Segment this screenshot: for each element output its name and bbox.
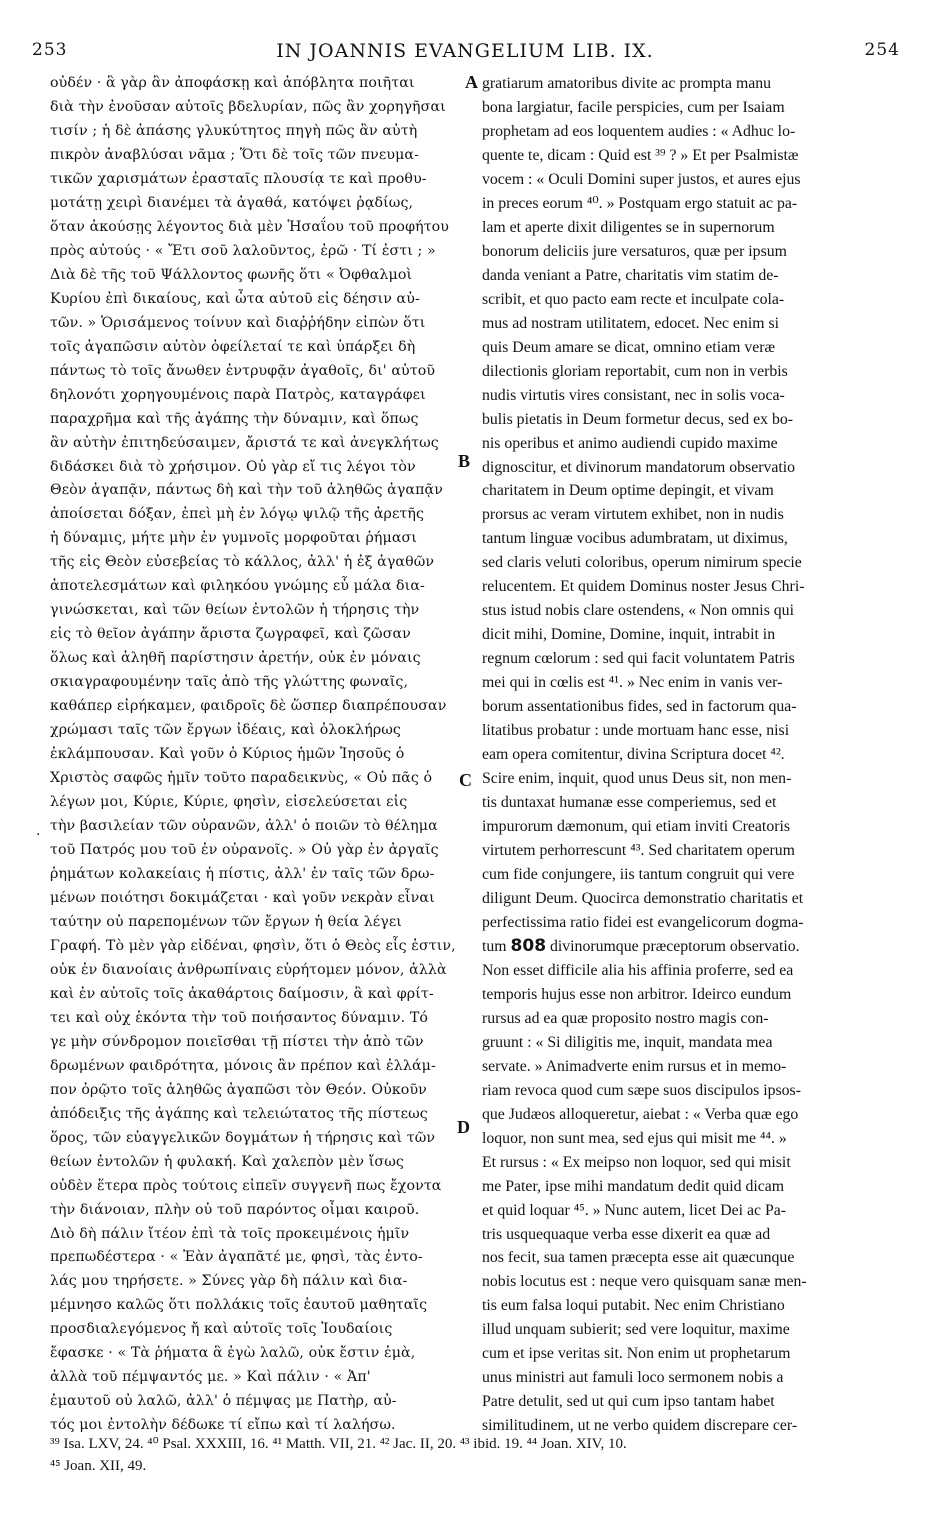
latin-line: diligunt Deum. Quocirca demonstratio charitatis et (482, 889, 804, 907)
greek-line: ἀποίσεται δόξαν, ἐπεὶ μὴ ἐν λόγῳ ψιλῷ τῆς ἀρετῆς (50, 506, 425, 523)
greek-line: ἂν αὐτὴν ἐπιτηδεύσαιμεν, ἄριστά τε καὶ ἀνεγκλήτως (50, 434, 439, 451)
latin-line: temporis hujus esse non arbitror. Ideirco eundum (482, 985, 792, 1003)
latin-line: quente te, dicam : Quid est ³⁹ ? » Et per Psalmistæ (482, 146, 799, 164)
section-marker-a: A (465, 72, 478, 92)
greek-line: οὐδέν · ἃ γὰρ ἂν ἀποφάσκῃ καὶ ἀπόβλητα ποιῆται (50, 75, 415, 91)
latin-line: in preces eorum ⁴⁰. » Postquam ergo statuit ac pa- (482, 194, 798, 212)
section-marker-c: C (459, 770, 472, 790)
greek-line: διὰ τὴν ἐνοῦσαν αὐτοῖς βδελυρίαν, πῶς ἂν χορηγῆσαι (50, 98, 446, 115)
greek-line: λέγων μοι, Κύριε, Κύριε, φησὶν, εἰσελεύσεται εἰς (50, 794, 408, 811)
latin-column (482, 72, 902, 1438)
latin-line: mus ad nostram utilitatem, edocet. Nec enim si (482, 314, 779, 332)
greek-line: ἡ δύναμις, μήτε μὴν ἐν γυμνοῖς μορφοῦται ῥήμασι (50, 530, 417, 547)
greek-line: τοῦ Πατρός μου τοῦ ἐν οὐρανοῖς. » Οὐ γὰρ ἐν ἀργαῖς (50, 842, 439, 858)
latin-line: tis duntaxat humanæ esse comperiemus, sed et (482, 794, 777, 812)
latin-line: dignoscitur, et divinorum mandatorum observatio (482, 458, 796, 476)
latin-line: danda veniant a Patre, charitatis vim statim de- (482, 266, 779, 284)
latin-line: tis eum falsa loqui putabit. Nec enim Christiano (482, 1297, 785, 1315)
greek-line: οὐκ ἐν διανοίαις ἀνθρωπίναις εὑρήτομεν μόνον, ἀλλὰ (50, 961, 447, 978)
section-marker-b: B (458, 451, 471, 471)
greek-line: πικρὸν ἀναβλύσαι νᾶμα ; Ὅτι δὲ τοῖς τῶν πνευμα- (50, 146, 419, 163)
latin-line: nobis locutus est : neque vero quisquam sanæ men- (482, 1273, 807, 1291)
greek-line: γε μὴν σύνδρομον ποιεῖσθαι τῇ πίστει τὴν ἀπὸ τῶν (50, 1033, 424, 1050)
latin-line: bulis pietatis in Deum formetur decus, sed ex bo- (482, 410, 794, 428)
latin-line: loquor, non sunt mea, sed ejus qui misit me ⁴⁴. » (482, 1129, 787, 1147)
latin-line: cum et ipse veritas sit. Non enim ut prophetarum (482, 1345, 791, 1363)
greek-line: δρωμένων φαιδρότητα, μόνοις ἂν πρέπον καὶ ἐλλάμ- (50, 1057, 436, 1074)
greek-line: Κυρίου ἐπὶ δικαίους, καὶ ὦτα αὐτοῦ εἰς δέησιν αὐ- (50, 290, 420, 307)
greek-line: τῆς εἰς Θεὸν εὐσεβείας τὸ κάλλος, ἀλλ' ἡ ἐξ ἀγαθῶν (50, 554, 435, 571)
greek-line: διδάσκει διὰ τὸ χρήσιμον. Οὐ γὰρ εἴ τις λέγοι τὸν (50, 458, 416, 475)
greek-line: τισίν ; ἡ δὲ ἁπάσης γλυκύτητος πηγὴ πῶς ἂν αὐτὴ (50, 122, 418, 139)
latin-line: prorsus ac veram virtutem exhibet, non in nudis (482, 506, 784, 524)
latin-line: prophetam ad eos loquentem audies : « Adhuc lo- (482, 122, 796, 140)
greek-line: μέμνησο καλῶς ὅτι πολλάκις τοῖς ἑαυτοῦ μαθηταῖς (50, 1297, 428, 1314)
latin-line: Non esset difficile alia his affinia proferre, sed ea (482, 961, 794, 979)
greek-line: Χριστὸς σαφῶς ἡμῖν τοῦτο παραδεικνὺς, « Οὐ πᾶς ὁ (50, 770, 433, 787)
latin-line: lam et aperte dixit diligentes se in supernorum (482, 218, 775, 236)
greek-line: τει καὶ οὐχ ἑκόντα τὴν τοῦ ποιήσαντος δύναμιν. Τό (50, 1009, 429, 1026)
latin-line: similitudinem, ut ne verbo quidem discrepare cer- (482, 1417, 798, 1435)
greek-line: πρὸς αὐτούς · « Ἔτι σοῦ λαλοῦντος, ἐρῶ · Τί ἐστι ; » (50, 242, 436, 259)
latin-line: Et rursus : « Ex meipso non loquor, sed qui misit (482, 1153, 791, 1171)
greek-line: ὅρος, τῶν εὐαγγελικῶν δογμάτων ἡ τήρησις καὶ τῶν (50, 1129, 436, 1146)
page-number-left: 253 (32, 40, 68, 60)
greek-line: Διὰ δὲ τῆς τοῦ Ψάλλοντος φωνῆς ὅτι « Ὀφθαλμοὶ (50, 266, 413, 283)
greek-line: σκιαγραφουμένην ταῖς ἀπὸ τῆς γλώττης φωναῖς, (50, 674, 409, 691)
greek-line: οὐδὲν ἕτερα πρὸς τούτοις εἰπεῖν συγγενῆ πως ἔχοντα (50, 1177, 442, 1194)
greek-line: ταύτην οὐ παρεπομένων τῶν ἔργων ἡ θεία λέγει (50, 913, 402, 930)
latin-line: et quid loquar ⁴⁵. » Nunc autem, licet Dei ac Pa- (482, 1201, 787, 1219)
greek-line: μένων ποιότησι δοκιμάζεται · καὶ γοῦν νεκρὰν εἶναι (50, 889, 435, 906)
latin-line: perfectissima ratio fidei est evangelicorum dogma- (482, 913, 804, 931)
greek-line: ἀπόδειξις τῆς ἀγάπης καὶ τελειώτατος τῆς πίστεως (50, 1105, 428, 1122)
greek-line: παραχρῆμα καὶ τῆς ἀγάπης τὴν δύναμιν, καὶ ὅπως (50, 410, 419, 427)
greek-line: Διὸ δὴ πάλιν ἴτέον ἐπὶ τὰ τοῖς προκειμένοις ἡμῖν (50, 1225, 410, 1242)
latin-line (482, 935, 902, 959)
latin-line: que Judæos alloqueretur, aiebat : « Verba quæ ego (482, 1105, 799, 1123)
greek-line: λάς μου τηρήσετε. » Σύνες γὰρ δὴ πάλιν καὶ δια- (50, 1273, 408, 1290)
greek-line: Γραφή. Τὸ μὲν γὰρ εἰδέναι, φησὶν, ὅτι ὁ Θεὸς εἷς ἐστιν, (50, 937, 456, 954)
latin-line: sed claris veluti coloribus, operum nimirum specie (482, 554, 802, 572)
greek-line: ἔφασκε · « Τὰ ῥήματα ἃ ἐγὼ λαλῶ, οὐκ ἔστιν ἐμὰ, (50, 1345, 416, 1362)
latin-line: riam revoca quod cum sæpe suos discipulos ipsos- (482, 1081, 801, 1099)
latin-line: tantum linguæ vocibus adumbratam, ut diximus, (482, 530, 788, 548)
greek-line: δηλονότι χορηγουμένοις παρὰ Πατρὸς, καταγράφει (50, 386, 426, 403)
greek-line: ὅλως καὶ ἀληθῆ παρίστησιν ἀρετήν, οὐκ ἐν μόναις (50, 650, 421, 667)
greek-line: τὴν διάνοιαν, πλὴν οὐ τοῦ παρόντος οἶμαι καιροῦ. (50, 1201, 420, 1218)
greek-line: ὅταν ἀκούσῃς λέγοντος διὰ μὲν Ἡσαΐου τοῦ προφήτου (50, 218, 450, 235)
latin-line: Patre detulit, sed ut qui cum ipso tantam habet (482, 1393, 775, 1411)
migne-column-number: 808 (510, 935, 547, 956)
latin-line: dilectionis gloriam reportabit, cum non in verbis (482, 362, 788, 380)
greek-line: ἀποτελεσμάτων καὶ φιληκόου γνώμης εὖ μάλα δια- (50, 578, 425, 595)
greek-line: ἐκλάμπουσαν. Καὶ γοῦν ὁ Κύριος ἡμῶν Ἰησοῦς ὁ (50, 746, 405, 763)
latin-line: dicit mihi, Domine, Domine, inquit, intrabit in (482, 626, 776, 644)
greek-line: Θεὸν ἀγαπᾷν, πάντως δὴ καὶ τὴν τοῦ ἀληθῶς ἀγαπᾷν (50, 482, 443, 499)
greek-line: τὴν βασιλείαν τῶν οὐρανῶν, ἀλλ' ὁ ποιῶν τὸ θέλημα (50, 818, 438, 835)
section-marker-d: D (457, 1117, 470, 1137)
latin-line: bonorum deliciis jure versaturos, quæ per ipsum (482, 242, 787, 260)
greek-line: πον ὀρῷτο τοῖς ἀληθῶς ἀγαπῶσι τὸν Θεόν. Οὐκοῦν (50, 1081, 427, 1098)
greek-line: ῥημάτων κολακείαις ἡ πίστις, ἀλλ' ἐν ταῖς τῶν δρω- (50, 865, 435, 882)
latin-line: nis operibus et animo audiendi cupido maxime (482, 434, 778, 452)
latin-line: gratiarum amatoribus divite ac prompta manu (482, 75, 772, 92)
footnote-line: ⁴⁵ Joan. XII, 49. (50, 1458, 147, 1474)
running-title: IN JOANNIS EVANGELIUM LIB. IX. (276, 40, 654, 62)
latin-line: me Pater, ipse mihi mandatum dedit quid dicam (482, 1177, 785, 1195)
latin-line: illud unquam subierit; sed vere loquitur, maxime (482, 1321, 790, 1339)
latin-line: eam opera comitentur, divina Scriptura docet ⁴². (482, 746, 785, 764)
page-number-right: 254 (864, 40, 900, 60)
greek-line: πάντως τὸ τοῖς ἄνωθεν ἐντρυφᾷν ἀγαθοῖς, δι' αὐτοῦ (50, 362, 436, 379)
greek-line: ἀλλὰ τοῦ πέμψαντός με. » Καὶ πάλιν · « Ἀπ' (50, 1369, 371, 1386)
greek-line: τός μοι ἐντολὴν δέδωκε τί εἴπω καὶ τί λαλήσω. (50, 1417, 396, 1434)
greek-line: καὶ ἐν αὐτοῖς τοῖς ἀκαθάρτοις δαίμοσιν, ἃ καὶ φρίτ- (50, 985, 434, 1002)
latin-line: relucentem. Et quidem Dominus noster Jesus Chri- (482, 578, 805, 596)
greek-line: καθάπερ εἰρήκαμεν, φαιδροῖς δὲ ὥσπερ διαπρέπουσαν (50, 698, 447, 715)
latin-line: tris usquequaque verba esse dixerit ea quæ ad (482, 1225, 771, 1243)
footnotes (50, 1433, 910, 1477)
latin-line: vocem : « Oculi Domini super justos, et aures ejus (482, 170, 801, 188)
line-segment: tum (482, 937, 511, 955)
latin-line: nudis virtutis vires consistant, nec in solis voca- (482, 386, 785, 404)
footnote-line: ³⁹ Isa. LXV, 24. ⁴⁰ Psal. XXXIII, 16. ⁴¹ Matth. VII, 21. ⁴² Jac. II, 20. ⁴³ ibid. 19. ⁴⁴ Joan. XIV, 10. (50, 1436, 627, 1452)
greek-line: τοῖς ἀγαπῶσιν αὐτὸν ὀφείλεταί τε καὶ ὑπάρξει δὴ (50, 338, 416, 355)
greek-line: γινώσκεται, καὶ τῶν θείων ἐντολῶν ἡ τήρησις τὴν (50, 602, 420, 619)
greek-line: προσδιαλεγόμενος ἤ καὶ αὐτοῖς τοῖς Ἰουδαίοις (50, 1321, 393, 1338)
latin-line: stus istud nobis clare ostendens, « Non omnis qui (482, 602, 794, 620)
latin-line: mei qui in cœlis est ⁴¹. » Nec enim in vanis ver- (482, 674, 783, 692)
greek-line: χρώμασι ταῖς τῶν ἔργων ἰδέαις, καὶ ὁλοκλήρως (50, 722, 401, 739)
greek-line: μοτάτῃ χειρὶ διανέμει τὰ ἀγαθά, κατόψει ῥᾳδίως, (50, 194, 414, 211)
greek-line: τικῶν χαρισμάτων ἐρασταῖς πλουσίᾳ τε καὶ προθυ- (50, 170, 427, 187)
latin-line: virtutem perhorrescunt ⁴³. Sed charitatem operum (482, 842, 795, 859)
running-header (0, 40, 930, 68)
latin-line: litatibus probatur : unde mortuam hanc esse, nisi (482, 722, 790, 740)
latin-line: quis Deum amare se dicat, omnino etiam veræ (482, 338, 776, 356)
latin-line: borum assentationibus fides, sed in factorum qua- (482, 698, 797, 716)
latin-line: nos fecit, sua tamen præcepta esse ait quæcunque (482, 1249, 795, 1267)
latin-line: Scire enim, inquit, quod unus Deus sit, non men- (482, 770, 792, 788)
greek-line: ἐμαυτοῦ οὐ λαλῶ, ἀλλ' ὁ πέμψας με Πατὴρ, αὐ- (50, 1393, 397, 1410)
margin-tick: . (36, 823, 41, 839)
greek-column (50, 72, 458, 1438)
greek-line: πρεπωδέστερα · « Ἐὰν ἀγαπᾶτέ με, φησὶ, τὰς ἐντο- (50, 1249, 423, 1266)
latin-line: impurorum dæmonum, qui etiam inviti Creatoris (482, 818, 791, 836)
latin-line: scribit, et quo pacto eam recte et inculpate cola- (482, 290, 785, 308)
latin-line: bona largiatur, facile perspicies, cum per Isaiam (482, 98, 785, 116)
latin-line: cum fide conjungere, iis tantum congruit qui vere (482, 865, 795, 883)
latin-line: gruunt : « Si diligitis me, inquit, mandata mea (482, 1033, 773, 1051)
latin-line: charitatem in Deum optime depingit, et vivam (482, 482, 774, 500)
greek-line: εἰς τὸ θεῖον ἀγάπην ἄριστα ζωγραφεῖ, καὶ ζῶσαν (50, 626, 411, 643)
line-segment: divinorumque præceptorum observatio. (546, 937, 800, 955)
greek-line: τῶν. » Ὁρισάμενος τοίνυν καὶ διαῤῥήδην εἰπὼν ὅτι (50, 314, 426, 331)
latin-line: servate. » Animadverte enim rursus et in memo- (482, 1057, 787, 1075)
latin-line: rursus ad ea quæ proposito nostro magis con- (482, 1009, 769, 1027)
greek-line: θείων ἐντολῶν ἡ φυλακή. Καὶ χαλεπὸν μὲν ἴσως (50, 1153, 404, 1170)
latin-line: regnum cœlorum : sed qui facit voluntatem Patris (482, 650, 795, 668)
latin-line: unus ministri aut famuli loco sermonem nobis a (482, 1369, 784, 1387)
